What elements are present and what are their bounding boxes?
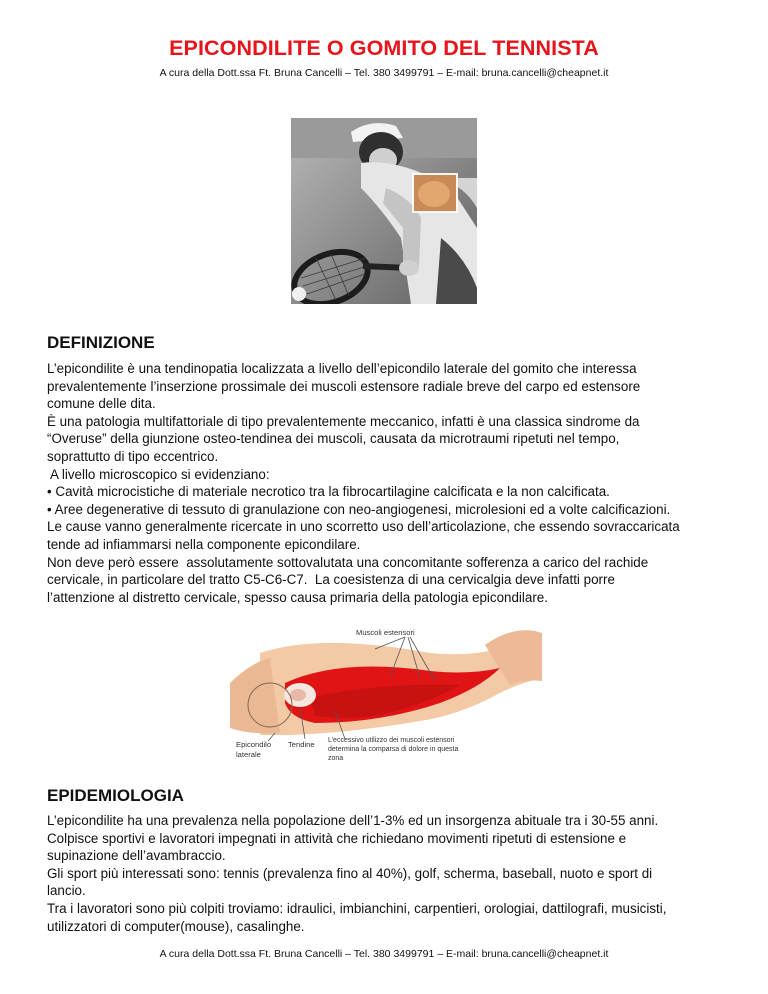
- paragraph-line: È una patologia multifattoriale di tipo prevalentemente meccanico, infatti è una classica sindrome da: [47, 413, 640, 429]
- section-heading-epidemiologia: EPIDEMIOLOGIA: [47, 786, 184, 805]
- section-heading-definizione: DEFINIZIONE: [47, 333, 155, 352]
- document-title: EPICONDILITE O GOMITO DEL TENNISTA: [169, 36, 599, 60]
- paragraph-line: A livello microscopico si evidenziano:: [47, 466, 270, 482]
- author-credit-header: A cura della Dott.ssa Ft. Bruna Cancelli – Tel. 380 3499791 – E-mail: bruna.cancelli@cheapnet.it: [159, 67, 609, 79]
- definizione-body: [47, 360, 737, 606]
- label-laterale: laterale: [236, 750, 261, 759]
- paragraph-line: soprattutto di tipo eccentrico.: [47, 448, 219, 464]
- bullet-item: • Aree degenerative di tessuto di granulazione con neo-angiogenesi, microlesioni ed a volte calcificazioni.: [47, 501, 671, 517]
- tennis-player-photo: [291, 118, 477, 304]
- elbow-anatomy-figure: [230, 623, 542, 771]
- author-credit-footer: A cura della Dott.ssa Ft. Bruna Cancelli – Tel. 380 3499791 – E-mail: bruna.cancelli@cheapnet.it: [159, 948, 609, 960]
- paragraph-line: “Overuse” della giunzione osteo-tendinea dei muscoli, causata da microtraumi ripetuti nel tempo,: [47, 431, 620, 447]
- label-muscoli-estensori: Muscoli estensori: [356, 628, 415, 637]
- figure-caption-line: determina la comparsa di dolore in questa: [328, 746, 459, 753]
- paragraph-line: Tra i lavoratori sono più colpiti troviamo: idraulici, imbianchini, carpentieri, orologiai, dattilografi, musicisti,: [47, 900, 667, 916]
- paragraph-line: supinazione dell’avambraccio.: [47, 848, 226, 864]
- paragraph-line: lancio.: [47, 883, 86, 899]
- paragraph-line: L’epicondilite è una tendinopatia localizzata a livello dell’epicondilo laterale del gomito che interessa: [47, 361, 637, 376]
- paragraph-line: utilizzatori di computer(mouse), casalinghe.: [47, 918, 305, 934]
- paragraph-line: Gli sport più interessati sono: tennis (prevalenza fino al 40%), golf, scherma, baseball, nuoto e sport di: [47, 865, 653, 881]
- bullet-item: • Cavità microcistiche di materiale necrotico tra la fibrocartilagine calcificata e la non calcificata.: [47, 484, 610, 500]
- tennis-player-illustration: [291, 118, 477, 304]
- epidemiologia-body: [47, 812, 737, 935]
- figure-caption-line: L’eccessivo utilizzo dei muscoli estensori: [328, 737, 455, 744]
- paragraph-line: prevalentemente l’inserzione prossimale dei muscoli estensore radiale breve del carpo ed estensore: [47, 378, 641, 394]
- label-epicondilo: Epicondilo: [236, 740, 272, 749]
- paragraph-line: Non deve però essere assolutamente sottovalutata una concomitante sofferenza a carico del rachide: [47, 554, 649, 570]
- paragraph-line: L’epicondilite ha una prevalenza nella popolazione dell’1-3% ed un insorgenza abituale tra i 30-55 anni.: [47, 813, 659, 828]
- figure-caption-line: zona: [328, 755, 344, 762]
- paragraph-line: l’attenzione al distretto cervicale, spesso causa primaria della patologia epicondilare.: [47, 589, 548, 605]
- forearm-muscles-illustration: [230, 623, 542, 771]
- paragraph-line: Colpisce sportivi e lavoratori impegnati in attività che richiedano movimenti ripetuti di estensione e: [47, 830, 627, 846]
- paragraph-line: cervicale, in particolare del tratto C5-C6-C7. La coesistenza di una cervicalgia deve infatti porre: [47, 572, 615, 588]
- label-tendine: Tendine: [288, 740, 315, 749]
- paragraph-line: tende ad infiammarsi nella componente epicondilare.: [47, 536, 361, 552]
- paragraph-line: Le cause vanno generalmente ricercate in uno scorretto uso dell’articolazione, che essendo sovraccaricata: [47, 519, 680, 535]
- paragraph-line: comune delle dita.: [47, 396, 156, 412]
